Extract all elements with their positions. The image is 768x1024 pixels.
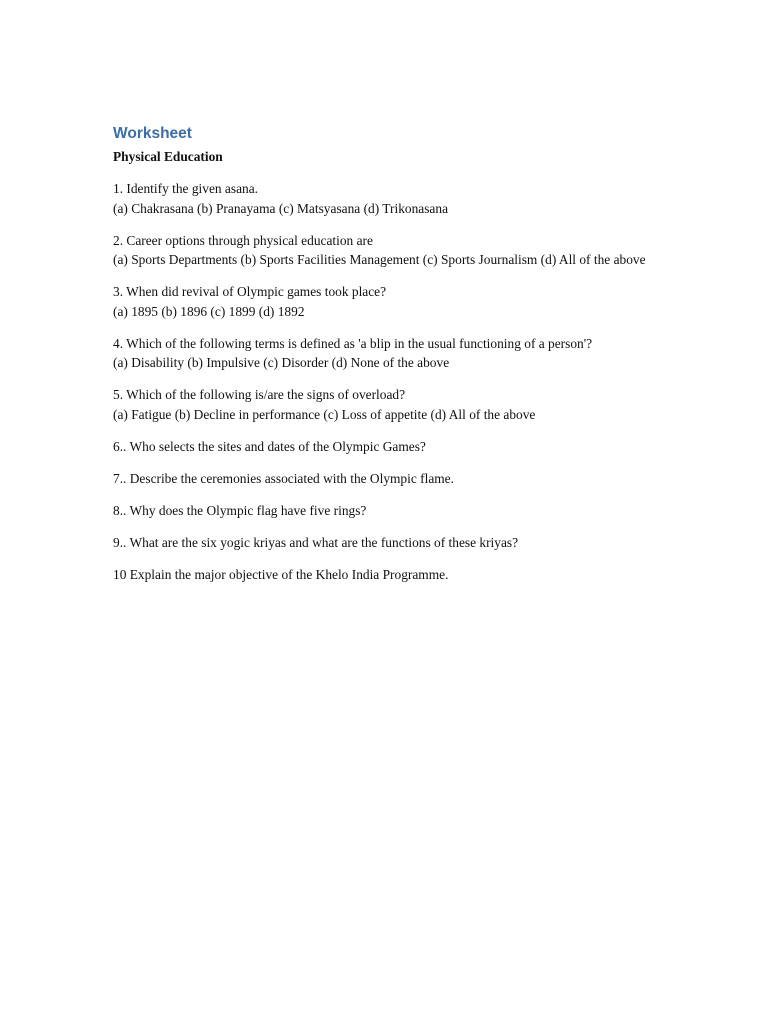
question-options: (a) 1895 (b) 1896 (c) 1899 (d) 1892	[113, 303, 305, 319]
question-text: 9.. What are the six yogic kriyas and what are the functions of these kriyas?	[113, 534, 519, 550]
question-text: 8.. Why does the Olympic flag have five rings?	[113, 502, 367, 518]
worksheet-page	[113, 124, 673, 597]
question-8	[113, 501, 673, 521]
question-options: (a) Disability (b) Impulsive (c) Disorder (d) None of the above	[113, 355, 450, 370]
question-options: (a) Fatigue (b) Decline in performance (c) Loss of appetite (d) All of the above	[113, 406, 536, 422]
question-text: 7.. Describe the ceremonies associated with the Olympic flame.	[113, 470, 454, 486]
question-text: 1. Identify the given asana.	[113, 181, 259, 196]
worksheet-title: Worksheet	[113, 125, 192, 142]
question-text: 3. When did revival of Olympic games took place?	[113, 284, 387, 299]
question-4	[113, 334, 673, 373]
question-text: 5. Which of the following is/are the signs of overload?	[113, 387, 406, 402]
question-1	[113, 179, 673, 218]
question-options: (a) Chakrasana (b) Pranayama (c) Matsyasana (d) Trikonasana	[113, 200, 449, 216]
question-7	[113, 469, 673, 489]
question-9	[113, 533, 673, 553]
question-5	[113, 385, 673, 424]
question-6	[113, 437, 673, 457]
question-text: 6.. Who selects the sites and dates of the Olympic Games?	[113, 438, 426, 454]
question-text: 10 Explain the major objective of the Khelo India Programme.	[113, 566, 449, 582]
question-3	[113, 282, 673, 321]
question-text: 4. Which of the following terms is defined as 'a blip in the usual functioning of a person'?	[113, 335, 593, 351]
question-10	[113, 565, 673, 585]
question-options: (a) Sports Departments (b) Sports Facilities Management (c) Sports Journalism (d) All of the above	[113, 252, 646, 267]
question-text: 2. Career options through physical education are	[113, 232, 373, 248]
subject-heading: Physical Education	[113, 149, 223, 164]
question-2	[113, 231, 673, 270]
